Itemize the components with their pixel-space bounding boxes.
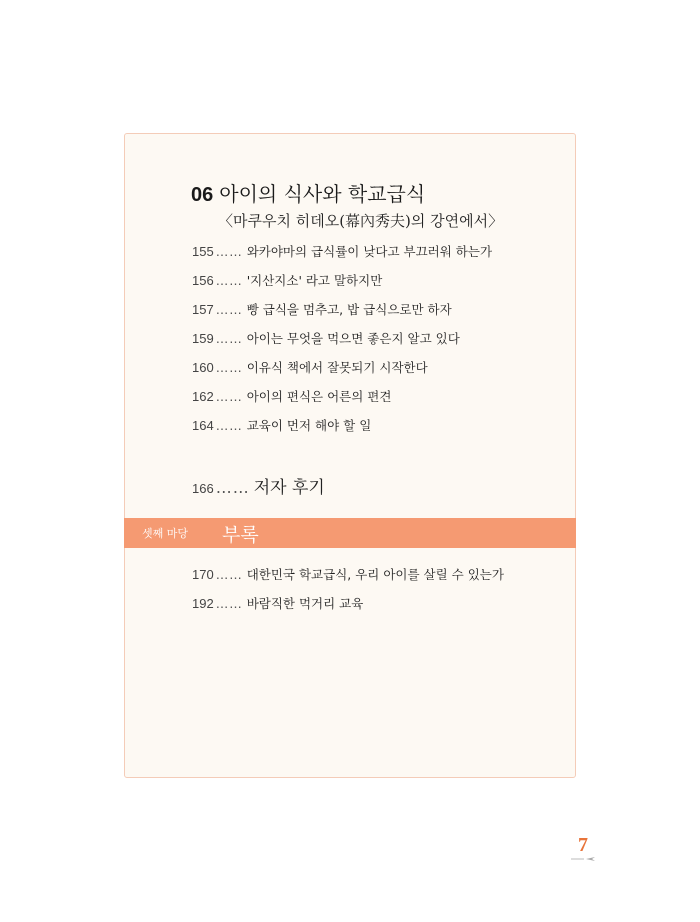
dot-leader: …… (215, 478, 250, 497)
toc-entry-page: 157 (192, 302, 214, 317)
toc-entry-page: 164 (192, 418, 214, 433)
dot-leader: …… (215, 567, 243, 582)
dot-leader: …… (215, 360, 243, 375)
dot-leader: …… (215, 389, 243, 404)
toc-entry (192, 300, 452, 318)
afterword-title: 저자 후기 (253, 478, 325, 498)
toc-entry-page: 160 (192, 360, 214, 375)
dot-leader: …… (215, 418, 243, 433)
dot-leader: …… (215, 302, 243, 317)
part-band (124, 518, 576, 548)
toc-entry-title: 이유식 책에서 잘못되기 시작한다 (246, 360, 428, 375)
toc-entry (192, 565, 504, 583)
toc-entry (192, 242, 492, 260)
toc-entry-page: 162 (192, 389, 214, 404)
chapter-subtitle: 〈마쿠우치 히데오(幕內秀夫)의 강연에서〉 (218, 212, 504, 230)
toc-entry (192, 387, 391, 405)
afterword-page: 166 (192, 481, 214, 496)
toc-entry-page: 170 (192, 567, 214, 582)
toc-entry-title: 아이는 무엇을 먹으면 좋은지 알고 있다 (246, 331, 460, 346)
toc-entry-title: 교육이 먼저 해야 할 일 (246, 418, 372, 433)
toc-entry (192, 358, 428, 376)
chapter-heading (191, 178, 425, 207)
toc-entry-page: 159 (192, 331, 214, 346)
dot-leader: …… (215, 244, 243, 259)
toc-entry-title: 아이의 편식은 어른의 편견 (246, 389, 392, 404)
dot-leader: …… (215, 596, 243, 611)
part-label: 셋째 마당 (142, 527, 189, 540)
toc-entry (192, 329, 460, 347)
chapter-number: 06 (191, 184, 214, 206)
toc-afterword (192, 473, 325, 498)
page-mark-icon (570, 856, 596, 862)
toc-entry-page: 156 (192, 273, 214, 288)
page-number: 7 (578, 834, 588, 856)
dot-leader: …… (215, 273, 243, 288)
toc-entry-title: '지산지소' 라고 말하지만 (246, 273, 383, 288)
toc-entry-title: 빵 급식을 멈추고, 밥 급식으로만 하자 (246, 302, 452, 317)
part-title: 부록 (222, 524, 259, 546)
toc-entry (192, 594, 363, 612)
toc-entry-page: 192 (192, 596, 214, 611)
toc-entry (192, 271, 382, 289)
toc-entry (192, 416, 371, 434)
toc-entry-title: 대한민국 학교급식, 우리 아이를 살릴 수 있는가 (246, 567, 504, 582)
toc-entry-page: 155 (192, 244, 214, 259)
dot-leader: …… (215, 331, 243, 346)
toc-entry-title: 바람직한 먹거리 교육 (246, 596, 364, 611)
toc-entry-title: 와카야마의 급식률이 낮다고 부끄러워 하는가 (246, 244, 493, 259)
chapter-title: 아이의 식사와 학교급식 (219, 182, 426, 206)
